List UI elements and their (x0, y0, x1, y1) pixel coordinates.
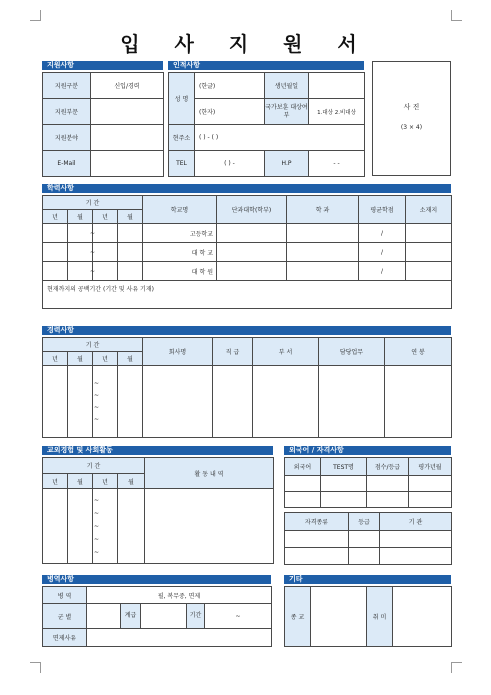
edu-end-year-cell[interactable] (90, 224, 118, 243)
edu-major-cell[interactable] (287, 262, 359, 281)
career-start-month-header: 월 (68, 352, 93, 366)
lang-score-cell[interactable] (367, 476, 409, 492)
military-period-field[interactable]: ~ (205, 604, 272, 629)
military-service-field[interactable]: 필, 복무중, 면제 (87, 587, 272, 604)
tel-field[interactable]: ( ) - (195, 151, 265, 177)
language-table (284, 457, 452, 508)
career-start-year-header: 년 (43, 352, 68, 366)
edu-school-cell[interactable]: 대 학 원 (143, 262, 217, 281)
apply-division-field[interactable] (91, 99, 164, 125)
lang-test-header: TEST명 (321, 458, 367, 476)
edu-start-year-cell[interactable] (43, 224, 68, 243)
license-grade-cell[interactable] (349, 548, 380, 565)
career-duty-cell[interactable] (319, 366, 385, 438)
career-company-cell[interactable] (143, 366, 213, 438)
career-section-header: 경력사항 (42, 326, 451, 335)
activity-end-year-cell[interactable] (93, 489, 118, 564)
lang-score-header: 점수/등급 (367, 458, 409, 476)
activity-period-header: 기 간 (43, 458, 145, 474)
address-label: 현주소 (169, 125, 195, 151)
activity-dash: ~ (94, 535, 100, 543)
apply-section-header: 지원사항 (42, 61, 163, 70)
page-title: 입 사 지 원 서 (120, 32, 371, 56)
veteran-label: 국가보훈 대상여부 (265, 99, 309, 125)
edu-location-cell[interactable] (406, 243, 452, 262)
lang-language-cell[interactable] (285, 476, 321, 492)
lang-score-cell[interactable] (367, 492, 409, 508)
activity-start-year-cell[interactable] (43, 489, 68, 564)
edu-end-year-cell[interactable] (90, 262, 118, 281)
other-section-header: 기타 (284, 575, 451, 584)
career-start-year-cell[interactable] (43, 366, 68, 438)
photo-box[interactable] (372, 61, 451, 176)
photo-label: 사 진 (403, 103, 420, 111)
activity-section-header: 교외경험 및 사회활동 (42, 446, 273, 455)
activity-start-month-header: 월 (68, 474, 93, 489)
apply-type-label: 지원구분 (43, 73, 91, 99)
activity-table (42, 457, 274, 564)
edu-start-month-cell[interactable] (68, 243, 96, 262)
edu-start-year-cell[interactable] (43, 262, 68, 281)
edu-school-cell[interactable]: 대 학 교 (143, 243, 217, 262)
tel-label: TEL (169, 151, 195, 177)
career-end-year-header: 년 (93, 352, 118, 366)
religion-field[interactable] (311, 587, 367, 647)
crop-mark-bottom-left (30, 662, 41, 673)
activity-start-month-cell[interactable] (68, 489, 93, 564)
crop-mark-top-right (451, 10, 462, 21)
military-service-label: 병 역 (43, 587, 87, 604)
edu-end-year-header: 년 (93, 210, 118, 224)
apply-field-label: 지원분야 (43, 125, 91, 151)
edu-major-cell[interactable] (287, 224, 359, 243)
hp-label: H.P (265, 151, 309, 177)
personal-table (168, 72, 365, 177)
license-issuer-header: 기 관 (380, 513, 452, 531)
edu-dash: ~ (90, 267, 96, 275)
education-table (42, 195, 452, 309)
career-dash: ~ (94, 415, 100, 423)
edu-college-header: 단과대학(학부) (217, 196, 287, 224)
career-dash: ~ (94, 391, 100, 399)
license-table (284, 512, 452, 565)
lang-date-cell[interactable] (409, 492, 452, 508)
apply-table (42, 72, 164, 177)
crop-mark-top-left (30, 10, 41, 21)
gap-period-field[interactable]: 현재까지의 공백기간 (기간 및 사유 기재) (43, 281, 452, 309)
activity-start-year-header: 년 (43, 474, 68, 489)
career-end-month-header: 월 (118, 352, 143, 366)
edu-school-header: 학교명 (143, 196, 217, 224)
edu-dash: ~ (90, 229, 96, 237)
religion-label: 종 교 (285, 587, 311, 647)
career-salary-cell[interactable] (385, 366, 452, 438)
activity-end-month-cell[interactable] (118, 489, 145, 564)
military-exempt-label: 면제사유 (43, 629, 87, 647)
military-rank-label: 계급 (121, 604, 141, 629)
lang-date-header: 평가년월 (409, 458, 452, 476)
military-branch-label: 군 별 (43, 604, 87, 629)
career-dept-header: 부 서 (253, 338, 319, 366)
career-period-header: 기 간 (43, 338, 143, 352)
license-grade-cell[interactable] (349, 531, 380, 548)
career-dash: ~ (94, 379, 100, 387)
email-field[interactable] (91, 151, 164, 177)
name-hanja-field[interactable]: (한자) (195, 99, 265, 125)
edu-major-cell[interactable] (287, 243, 359, 262)
military-exempt-field[interactable] (87, 629, 272, 647)
apply-type-field[interactable]: 신입/경력 (91, 73, 164, 99)
career-end-month-cell[interactable] (118, 366, 143, 438)
edu-gpa-cell[interactable]: / (359, 224, 406, 243)
edu-location-cell[interactable] (406, 262, 452, 281)
edu-end-month-cell[interactable] (118, 243, 143, 262)
license-type-cell[interactable] (285, 548, 349, 565)
lang-language-cell[interactable] (285, 492, 321, 508)
edu-end-month-cell[interactable] (118, 224, 143, 243)
activity-dash: ~ (94, 522, 100, 530)
career-duty-header: 담당업무 (319, 338, 385, 366)
lang-date-cell[interactable] (409, 476, 452, 492)
birth-label: 생년월일 (265, 73, 309, 99)
career-end-year-cell[interactable] (93, 366, 118, 438)
edu-end-year-cell[interactable] (90, 243, 118, 262)
activity-dash: ~ (94, 548, 100, 556)
military-section-header: 병역사항 (42, 575, 271, 584)
edu-college-cell[interactable] (217, 224, 287, 243)
lang-test-cell[interactable] (321, 476, 367, 492)
edu-dash: ~ (90, 248, 96, 256)
career-table (42, 337, 452, 438)
birth-field[interactable] (309, 73, 365, 99)
career-start-month-cell[interactable] (68, 366, 93, 438)
career-position-cell[interactable] (213, 366, 253, 438)
license-issuer-cell[interactable] (380, 548, 452, 565)
edu-start-month-cell[interactable] (68, 224, 96, 243)
veteran-field[interactable]: 1.대상 2.비대상 (309, 99, 365, 125)
edu-start-month-header: 월 (68, 210, 93, 224)
education-section-header: 학력사항 (42, 184, 451, 193)
career-position-header: 직 급 (213, 338, 253, 366)
hobby-field[interactable] (393, 587, 452, 647)
license-type-header: 자격종류 (285, 513, 349, 531)
career-dept-cell[interactable] (253, 366, 319, 438)
career-salary-header: 연 봉 (385, 338, 452, 366)
edu-location-header: 소재지 (406, 196, 452, 224)
lang-test-cell[interactable] (321, 492, 367, 508)
edu-gpa-cell[interactable]: / (359, 243, 406, 262)
edu-college-cell[interactable] (217, 262, 287, 281)
apply-division-label: 지원부문 (43, 99, 91, 125)
hobby-label: 취 미 (367, 587, 393, 647)
activity-content-header: 활 동 내 역 (145, 458, 274, 489)
military-period-label: 기간 (187, 604, 205, 629)
edu-start-month-cell[interactable] (68, 262, 96, 281)
edu-start-year-header: 년 (43, 210, 68, 224)
hp-field[interactable]: - - (309, 151, 365, 177)
activity-end-year-header: 년 (93, 474, 118, 489)
activity-end-month-header: 월 (118, 474, 145, 489)
name-label: 성 명 (169, 73, 195, 125)
career-dash: ~ (94, 403, 100, 411)
edu-start-year-cell[interactable] (43, 243, 68, 262)
other-table (284, 586, 452, 647)
edu-school-cell[interactable]: 고등학교 (143, 224, 217, 243)
email-label: E-Mail (43, 151, 91, 177)
edu-end-month-cell[interactable] (118, 262, 143, 281)
address-field[interactable]: ( ) - ( ) (195, 125, 365, 151)
military-rank-field[interactable] (141, 604, 187, 629)
language-section-header: 외국어 / 자격사항 (284, 446, 451, 455)
edu-gpa-header: 평균학점 (359, 196, 406, 224)
activity-content-cell[interactable] (145, 489, 274, 564)
edu-location-cell[interactable] (406, 224, 452, 243)
activity-dash: ~ (94, 509, 100, 517)
career-company-header: 회사명 (143, 338, 213, 366)
personal-section-header: 인적사항 (168, 61, 364, 70)
photo-size-label: (3 × 4) (400, 124, 423, 131)
military-table (42, 586, 272, 647)
edu-gpa-cell[interactable]: / (359, 262, 406, 281)
license-issuer-cell[interactable] (380, 531, 452, 548)
name-korean-field[interactable]: (한글) (195, 73, 265, 99)
military-branch-field[interactable] (87, 604, 121, 629)
edu-major-header: 학 과 (287, 196, 359, 224)
edu-college-cell[interactable] (217, 243, 287, 262)
apply-field-field[interactable] (91, 125, 164, 151)
edu-end-month-header: 월 (118, 210, 143, 224)
license-type-cell[interactable] (285, 531, 349, 548)
activity-dash: ~ (94, 496, 100, 504)
lang-language-header: 외국어 (285, 458, 321, 476)
crop-mark-bottom-right (451, 662, 462, 673)
license-grade-header: 등급 (349, 513, 380, 531)
edu-period-header: 기 간 (43, 196, 143, 210)
